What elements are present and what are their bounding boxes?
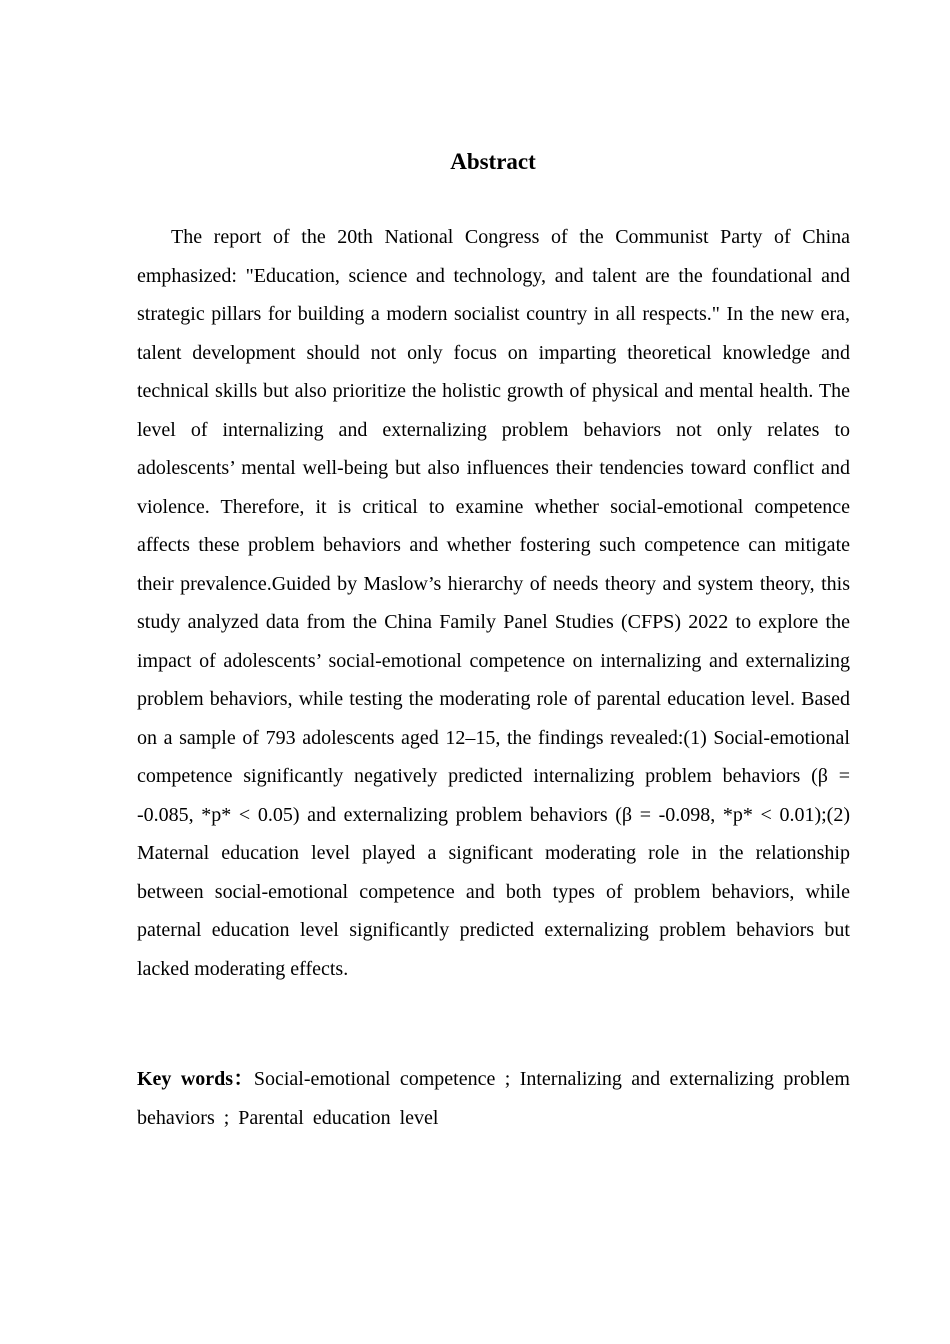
abstract-title: Abstract <box>450 149 536 174</box>
keywords-text: Social-emotional competence ; Internalizing and externalizing problem behaviors ; Parental education level <box>137 1068 850 1129</box>
abstract-body: The report of the 20th National Congress of the Communist Party of China emphasized: "Education, science and technology, and talent are the foundational and strategic pillars for building a modern socialist country in all respects." In the new era, talent development should not only focus on imparting theoretical knowledge and technical skills but also prioritize the holistic growth of physical and mental health. The level of internalizing and externalizing problem behaviors not only relates to adolescents’ mental well-being but also influences their tendencies toward conflict and violence. Therefore, it is critical to examine whether social-emotional competence affects these problem behaviors and whether fostering such competence can mitigate their prevalence.Guided by Maslow’s hierarchy of needs theory and system theory, this study analyzed data from the China Family Panel Studies (CFPS) 2022 to explore the impact of adolescents’ social-emotional competence on internalizing and externalizing problem behaviors, while testing the moderating role of parental education level. Based on a sample of 793 adolescents aged 12–15, the findings revealed:(1) Social-emotional competence significantly negatively predicted internalizing problem behaviors (β = -0.085, *p* < 0.05) and externalizing problem behaviors (β = -0.098, *p* < 0.01);(2) Maternal education level played a significant moderating role in the relationship between social-emotional competence and both types of problem behaviors, while paternal education level significantly predicted externalizing problem behaviors but lacked moderating effects. <box>137 226 850 980</box>
keywords-label: Key words： <box>137 1068 254 1090</box>
keywords-line <box>137 1060 850 1137</box>
